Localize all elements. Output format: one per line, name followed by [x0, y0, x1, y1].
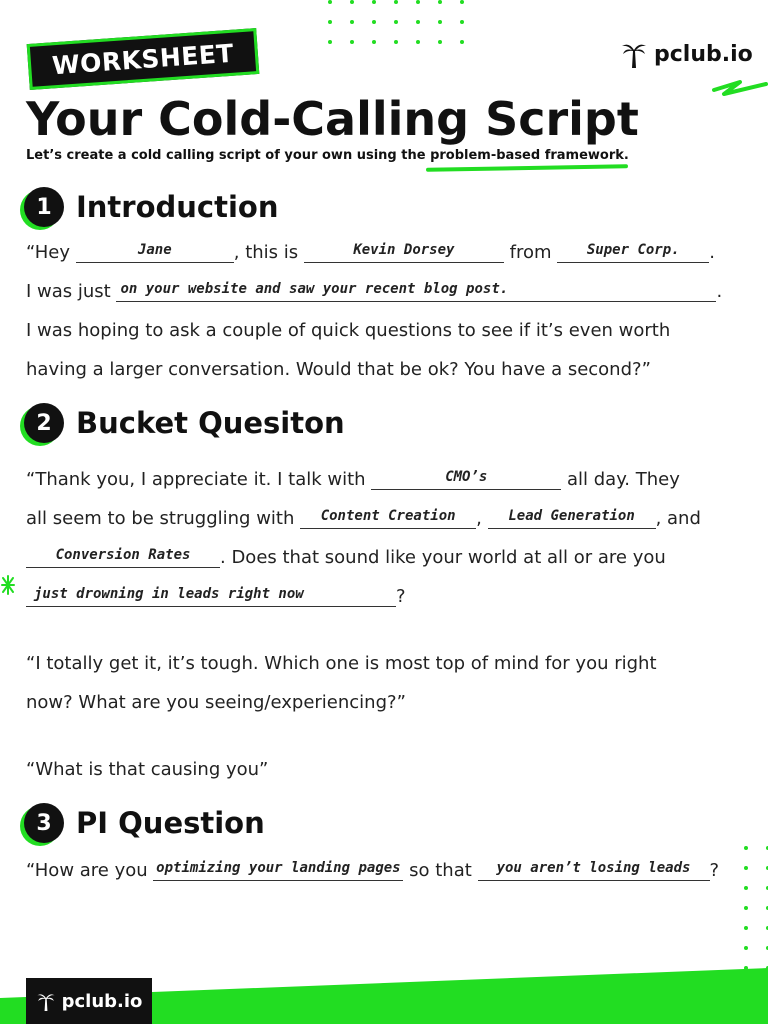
text: . — [716, 281, 723, 302]
section-number: 2 — [24, 403, 64, 443]
intro-line-4: having a larger conversation. Would that be ok? You have a second?” — [26, 359, 651, 380]
section-introduction-heading — [24, 187, 279, 227]
logo-top — [620, 38, 753, 70]
section-title: Bucket Quesiton — [76, 406, 345, 440]
text: all seem to be struggling with — [26, 508, 301, 529]
section-title: PI Question — [76, 806, 265, 840]
handwritten-answer: Jane — [137, 242, 172, 258]
pi-line-1 — [26, 860, 719, 881]
text: . Does that sound like your world at all or are you — [220, 547, 666, 568]
text: ? — [709, 860, 720, 881]
text: so that — [403, 860, 478, 881]
bucket-line-1 — [26, 469, 680, 490]
palm-tree-icon — [36, 989, 56, 1013]
section-pi-heading — [24, 803, 265, 843]
text: ? — [396, 586, 406, 607]
page-subtitle — [26, 148, 629, 163]
text: , — [476, 508, 488, 529]
intro-line-1 — [26, 242, 715, 263]
bucket-paragraph-2-line-2: now? What are you seeing/experiencing?” — [26, 692, 406, 713]
text: . — [709, 242, 715, 263]
subtitle-text: Let’s create a cold calling script of your own using the — [26, 148, 431, 163]
decorative-sparkle — [0, 574, 16, 596]
logo-bottom — [26, 978, 152, 1024]
logo-bottom-text: pclub.io — [61, 990, 143, 1012]
page-title: Your Cold-Calling Script — [26, 92, 639, 146]
handwritten-answer: just drowning in leads right now — [34, 586, 304, 602]
text: from — [503, 242, 558, 263]
bucket-line-2 — [26, 508, 701, 529]
company-blank[interactable] — [557, 242, 709, 263]
worksheet-badge — [27, 28, 260, 90]
handwritten-answer: Super Corp. — [586, 242, 680, 258]
palm-tree-icon — [620, 38, 648, 70]
bucket-line-3 — [26, 547, 666, 568]
handwritten-answer: optimizing your landing pages — [156, 860, 401, 876]
decorative-dots-top — [328, 0, 482, 44]
bucket-paragraph-3: “What is that causing you” — [26, 759, 269, 780]
text: “Thank you, I appreciate it. I talk with — [26, 469, 372, 490]
section-number: 1 — [24, 187, 64, 227]
intro-line-3: I was hoping to ask a couple of quick questions to see if it’s even worth — [26, 320, 671, 341]
handwritten-answer: Conversion Rates — [55, 547, 191, 563]
handwritten-answer: Content Creation — [320, 508, 456, 524]
text: , this is — [233, 242, 304, 263]
bucket-line-4 — [26, 586, 406, 607]
problem2-blank[interactable] — [488, 508, 656, 529]
handwritten-answer: Lead Generation — [508, 508, 635, 524]
alt-blank[interactable] — [26, 586, 396, 607]
text: , and — [655, 508, 701, 529]
logo-top-text: pclub.io — [654, 41, 753, 67]
text: “How are you — [26, 860, 154, 881]
decorative-dots-right — [744, 846, 768, 970]
outcome-blank[interactable] — [478, 860, 710, 881]
handwritten-answer: CMO’s — [445, 469, 488, 485]
action-blank[interactable] — [153, 860, 403, 881]
bucket-paragraph-2-line-1: “I totally get it, it’s tough. Which one is most top of mind for you right — [26, 653, 657, 674]
rep-blank[interactable] — [304, 242, 504, 263]
handwritten-answer: on your website and saw your recent blog post. — [120, 281, 509, 297]
handwritten-answer: Kevin Dorsey — [353, 242, 455, 258]
text: I was just — [26, 281, 117, 302]
decorative-scribble — [710, 76, 768, 100]
section-title: Introduction — [76, 190, 279, 224]
handwritten-answer: you aren’t losing leads — [496, 860, 691, 876]
text: all day. They — [561, 469, 680, 490]
audience-blank[interactable] — [371, 469, 561, 490]
problem3-blank[interactable] — [26, 547, 220, 568]
context-blank[interactable] — [116, 281, 716, 302]
text: “Hey — [26, 242, 76, 263]
section-bucket-heading — [24, 403, 345, 443]
worksheet-badge-label: WORKSHEET — [51, 38, 235, 80]
section-number: 3 — [24, 803, 64, 843]
subtitle-end: . — [623, 148, 629, 163]
name-blank[interactable] — [76, 242, 234, 263]
intro-line-2 — [26, 281, 722, 302]
problem1-blank[interactable] — [300, 508, 476, 529]
subtitle-highlight: problem-based framework — [430, 148, 624, 163]
